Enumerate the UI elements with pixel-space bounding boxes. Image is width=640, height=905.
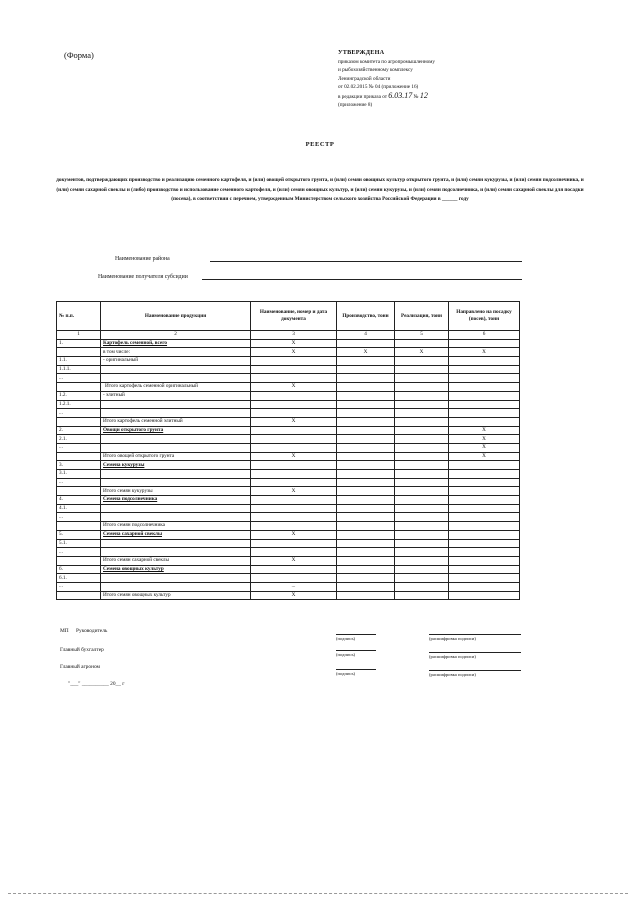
- production-cell: [337, 417, 395, 426]
- document-cell: ...: [251, 582, 337, 591]
- planting-cell: [449, 530, 520, 539]
- sales-cell: [395, 409, 449, 418]
- table-row: [57, 391, 520, 400]
- column-number: 6: [449, 331, 520, 340]
- document-cell: [251, 548, 337, 557]
- row-number: ...: [57, 548, 101, 557]
- planting-cell: [449, 582, 520, 591]
- head-decode-line[interactable]: (расшифровка подписи): [429, 634, 521, 641]
- row-number: 5.: [57, 530, 101, 539]
- document-cell: Х: [251, 591, 337, 600]
- accountant-decode-line[interactable]: (расшифровка подписи): [429, 652, 521, 659]
- recipient-label: Наименование получателя субсидии: [98, 274, 188, 280]
- table-row: [57, 348, 520, 357]
- sales-cell: [395, 539, 449, 548]
- header-document: Наименование, номер и дата документа: [251, 302, 337, 331]
- production-cell: [337, 409, 395, 418]
- document-cell: [251, 522, 337, 531]
- agronomist-signature-line[interactable]: (подпись): [336, 669, 376, 676]
- planting-cell: [449, 470, 520, 479]
- table-row: [57, 548, 520, 557]
- document-cell: [251, 478, 337, 487]
- planting-cell: [449, 591, 520, 600]
- document-subtitle: документов, подтверждающих производство и реализацию семенного картофеля, и (или) овощей открытого грунта, и (или) семян овощных культур открытого грунта, и (или) семян кукурузы, и (или) семян подсолнечника, и (или) семян сахарной свеклы и (либо) производство и использование семенного картофеля, и (или) семян овощных культур, и (или) семян кукурузы, и (или) семян подсолнечника, и (или) семян сахарной свеклы для посадки (посева), в соответствии с перечнем, утвержденным Министерством сельского хозяйства Российской Федерации в ______ году: [56, 177, 584, 203]
- row-number: 1.1.1.: [57, 365, 101, 374]
- planting-cell: [449, 556, 520, 565]
- product-name: [101, 582, 251, 591]
- planting-cell: [449, 383, 520, 392]
- sales-cell: [395, 461, 449, 470]
- planting-cell: [449, 522, 520, 531]
- planting-cell: Х: [449, 435, 520, 444]
- planting-cell: [449, 513, 520, 522]
- production-cell: [337, 452, 395, 461]
- table-row: [57, 400, 520, 409]
- production-cell: [337, 339, 395, 348]
- column-number: 2: [101, 331, 251, 340]
- document-cell: [251, 565, 337, 574]
- table-row: [57, 426, 520, 435]
- row-number: [57, 487, 101, 496]
- row-number: 4.1.: [57, 504, 101, 513]
- sales-cell: [395, 530, 449, 539]
- table-row: [57, 417, 520, 426]
- district-field: [90, 255, 522, 262]
- planting-cell: [449, 487, 520, 496]
- sales-cell: [395, 591, 449, 600]
- planting-cell: [449, 478, 520, 487]
- product-name: Семена овощных культур: [101, 565, 251, 574]
- production-cell: [337, 574, 395, 583]
- agronomist-decode-line[interactable]: (расшифровка подписи): [429, 670, 521, 677]
- approval-block: [338, 49, 538, 110]
- planting-cell: [449, 565, 520, 574]
- product-name: [101, 400, 251, 409]
- document-cell: Х: [251, 417, 337, 426]
- column-number-row: [57, 331, 520, 340]
- production-cell: [337, 522, 395, 531]
- production-cell: [337, 530, 395, 539]
- product-name: [101, 409, 251, 418]
- approval-title: УТВЕРЖДЕНА: [338, 49, 385, 56]
- document-cell: Х: [251, 339, 337, 348]
- document-cell: Х: [251, 452, 337, 461]
- row-number: ...: [57, 513, 101, 522]
- document-cell: Х: [251, 487, 337, 496]
- sales-cell: [395, 548, 449, 557]
- planting-cell: [449, 574, 520, 583]
- planting-cell: [449, 461, 520, 470]
- production-cell: [337, 504, 395, 513]
- table-row: [57, 504, 520, 513]
- production-cell: [337, 443, 395, 452]
- table-row: [57, 365, 520, 374]
- document-cell: [251, 400, 337, 409]
- production-cell: [337, 591, 395, 600]
- sales-cell: [395, 339, 449, 348]
- document-cell: Х: [251, 556, 337, 565]
- product-name: Итого семян подсолнечника: [101, 522, 251, 531]
- sales-cell: [395, 565, 449, 574]
- date-line: "___" __________ 20__ г: [68, 681, 125, 687]
- table-row: [57, 565, 520, 574]
- table-row: [57, 452, 520, 461]
- production-cell: Х: [337, 348, 395, 357]
- production-cell: [337, 548, 395, 557]
- table-row: [57, 556, 520, 565]
- document-cell: [251, 391, 337, 400]
- row-number: [57, 383, 101, 392]
- head-label: Руководитель: [76, 628, 108, 634]
- product-name: [101, 504, 251, 513]
- product-name: Итого картофель семенной оригинальный: [101, 383, 251, 392]
- table-row: [57, 513, 520, 522]
- document-cell: [251, 470, 337, 479]
- header-number: № п.п.: [57, 302, 101, 331]
- approval-line-1: приказом комитета по агропромышленному: [338, 58, 436, 65]
- product-name: [101, 443, 251, 452]
- table-row: [57, 383, 520, 392]
- sales-cell: [395, 522, 449, 531]
- product-name: Итого семян кукурузы: [101, 487, 251, 496]
- registry-body: [57, 339, 520, 600]
- product-name: [101, 513, 251, 522]
- document-cell: [251, 504, 337, 513]
- table-row: [57, 357, 520, 366]
- row-number: [57, 556, 101, 565]
- form-label: (Форма): [64, 50, 94, 60]
- product-name: в том числе:: [101, 348, 251, 357]
- column-number: 4: [337, 331, 395, 340]
- planting-cell: [449, 548, 520, 557]
- table-row: [57, 530, 520, 539]
- row-number: 1.2.1.: [57, 400, 101, 409]
- document-cell: Х: [251, 348, 337, 357]
- row-number: ...: [57, 374, 101, 383]
- amendment-number: 12: [419, 90, 428, 100]
- sales-cell: [395, 374, 449, 383]
- row-number: 6.: [57, 565, 101, 574]
- registry-table: [56, 301, 520, 600]
- product-name: Итого семян сахарной свеклы: [101, 556, 251, 565]
- amendment-prefix: в редакции приказа от: [338, 93, 387, 100]
- header-production: Производство, тонн: [337, 302, 395, 331]
- document-cell: [251, 513, 337, 522]
- signature-head: [60, 628, 107, 634]
- document-cell: [251, 539, 337, 548]
- production-cell: [337, 391, 395, 400]
- product-name: Итого семян овощных культур: [101, 591, 251, 600]
- document-cell: [251, 461, 337, 470]
- product-name: [101, 548, 251, 557]
- product-name: Овощи открытого грунта: [101, 426, 251, 435]
- table-row: [57, 470, 520, 479]
- planting-cell: [449, 357, 520, 366]
- sales-cell: [395, 504, 449, 513]
- planting-cell: Х: [449, 443, 520, 452]
- header-sales: Реализация, тонн: [395, 302, 449, 331]
- district-label: Наименование района: [115, 256, 170, 262]
- sales-cell: [395, 365, 449, 374]
- production-cell: [337, 374, 395, 383]
- planting-cell: Х: [449, 452, 520, 461]
- sales-cell: [395, 496, 449, 505]
- table-row: [57, 443, 520, 452]
- production-cell: [337, 513, 395, 522]
- document-cell: [251, 443, 337, 452]
- row-number: 3.: [57, 461, 101, 470]
- row-number: ...: [57, 409, 101, 418]
- production-cell: [337, 400, 395, 409]
- table-row: [57, 478, 520, 487]
- sales-cell: [395, 556, 449, 565]
- planting-cell: Х: [449, 426, 520, 435]
- head-signature-line[interactable]: (подпись): [336, 634, 376, 641]
- sales-cell: [395, 400, 449, 409]
- sales-cell: [395, 435, 449, 444]
- approval-line-3: Ленинградской области: [338, 75, 391, 82]
- document-cell: [251, 496, 337, 505]
- document-cell: [251, 357, 337, 366]
- header-product: Наименование продукции: [101, 302, 251, 331]
- table-row: [57, 374, 520, 383]
- product-name: [101, 478, 251, 487]
- table-row: [57, 435, 520, 444]
- planting-cell: [449, 417, 520, 426]
- planting-cell: [449, 504, 520, 513]
- row-number: 3.1.: [57, 470, 101, 479]
- sales-cell: [395, 391, 449, 400]
- approval-line-5: (приложение 8): [338, 102, 373, 108]
- production-cell: [337, 556, 395, 565]
- table-row: [57, 339, 520, 348]
- product-name: [101, 470, 251, 479]
- planting-cell: [449, 539, 520, 548]
- sales-cell: [395, 426, 449, 435]
- recipient-line[interactable]: [202, 273, 522, 280]
- production-cell: [337, 539, 395, 548]
- table-row: [57, 409, 520, 418]
- production-cell: [337, 435, 395, 444]
- planting-cell: [449, 496, 520, 505]
- sales-cell: [395, 478, 449, 487]
- sales-cell: [395, 452, 449, 461]
- product-name: Семена сахарной свеклы: [101, 530, 251, 539]
- document-cell: [251, 435, 337, 444]
- production-cell: [337, 582, 395, 591]
- production-cell: [337, 461, 395, 470]
- row-number: 6.1.: [57, 574, 101, 583]
- production-cell: [337, 357, 395, 366]
- sales-cell: [395, 443, 449, 452]
- sales-cell: [395, 357, 449, 366]
- document-cell: [251, 374, 337, 383]
- approval-line-4: от 02.02.2015 № 04 (приложение 16): [338, 84, 419, 90]
- approval-line-2: и рыбохозяйственному комплексу: [338, 67, 413, 73]
- column-number: 3: [251, 331, 337, 340]
- accountant-label: Главный бухгалтер: [60, 647, 104, 653]
- table-row: [57, 539, 520, 548]
- sales-cell: [395, 582, 449, 591]
- product-name: [101, 365, 251, 374]
- table-row: [57, 574, 520, 583]
- planting-cell: [449, 391, 520, 400]
- table-row: [57, 582, 520, 591]
- planting-cell: [449, 365, 520, 374]
- row-number: 4.: [57, 496, 101, 505]
- row-number: ...: [57, 443, 101, 452]
- production-cell: [337, 426, 395, 435]
- row-number: [57, 522, 101, 531]
- page-bottom-line: [8, 893, 628, 894]
- production-cell: [337, 487, 395, 496]
- product-name: - оригинальный: [101, 357, 251, 366]
- column-number: 5: [395, 331, 449, 340]
- product-name: [101, 435, 251, 444]
- product-name: Семена кукурузы: [101, 461, 251, 470]
- recipient-field: [90, 273, 522, 280]
- product-name: Итого картофель семенной элитный: [101, 417, 251, 426]
- sales-cell: Х: [395, 348, 449, 357]
- row-number: 1.2.: [57, 391, 101, 400]
- header-planting: Направлено на посадку (посев), тонн: [449, 302, 520, 331]
- product-name: [101, 574, 251, 583]
- amendment-date: 6.03.17: [388, 90, 413, 100]
- planting-cell: [449, 400, 520, 409]
- table-row: [57, 487, 520, 496]
- product-name: - элитный: [101, 391, 251, 400]
- row-number: 1.1.: [57, 357, 101, 366]
- sales-cell: [395, 470, 449, 479]
- production-cell: [337, 496, 395, 505]
- row-number: ...: [57, 478, 101, 487]
- row-number: [57, 348, 101, 357]
- row-number: ...: [57, 582, 101, 591]
- document-cell: [251, 574, 337, 583]
- sales-cell: [395, 487, 449, 496]
- document-cell: Х: [251, 530, 337, 539]
- sales-cell: [395, 417, 449, 426]
- product-name: Картофель семенной, всего: [101, 339, 251, 348]
- sales-cell: [395, 513, 449, 522]
- production-cell: [337, 470, 395, 479]
- sales-cell: [395, 383, 449, 392]
- document-cell: [251, 365, 337, 374]
- planting-cell: [449, 409, 520, 418]
- table-row: [57, 522, 520, 531]
- table-row: [57, 496, 520, 505]
- approval-amendment: [338, 92, 538, 102]
- column-number: 1: [57, 331, 101, 340]
- amendment-number-label: №: [413, 93, 419, 100]
- district-line[interactable]: [210, 255, 522, 262]
- row-number: [57, 417, 101, 426]
- document-title: РЕЕСТР: [305, 141, 335, 148]
- product-name: Семена подсолнечника: [101, 496, 251, 505]
- table-row: [57, 461, 520, 470]
- document-cell: [251, 426, 337, 435]
- planting-cell: [449, 339, 520, 348]
- planting-cell: [449, 374, 520, 383]
- product-name: Итого овощей открытого грунта: [101, 452, 251, 461]
- production-cell: [337, 565, 395, 574]
- row-number: 5.1.: [57, 539, 101, 548]
- production-cell: [337, 478, 395, 487]
- stamp-mark: МП: [60, 628, 69, 634]
- table-header-row: [57, 302, 520, 331]
- row-number: 2.1.: [57, 435, 101, 444]
- planting-cell: Х: [449, 348, 520, 357]
- row-number: [57, 452, 101, 461]
- production-cell: [337, 383, 395, 392]
- sales-cell: [395, 574, 449, 583]
- product-name: [101, 374, 251, 383]
- row-number: 1.: [57, 339, 101, 348]
- row-number: 2.: [57, 426, 101, 435]
- document-cell: [251, 409, 337, 418]
- accountant-signature-line[interactable]: (подпись): [336, 650, 376, 657]
- document-cell: Х: [251, 383, 337, 392]
- product-name: [101, 539, 251, 548]
- table-row: [57, 591, 520, 600]
- agronomist-label: Главный агроном: [60, 664, 100, 670]
- production-cell: [337, 365, 395, 374]
- row-number: [57, 591, 101, 600]
